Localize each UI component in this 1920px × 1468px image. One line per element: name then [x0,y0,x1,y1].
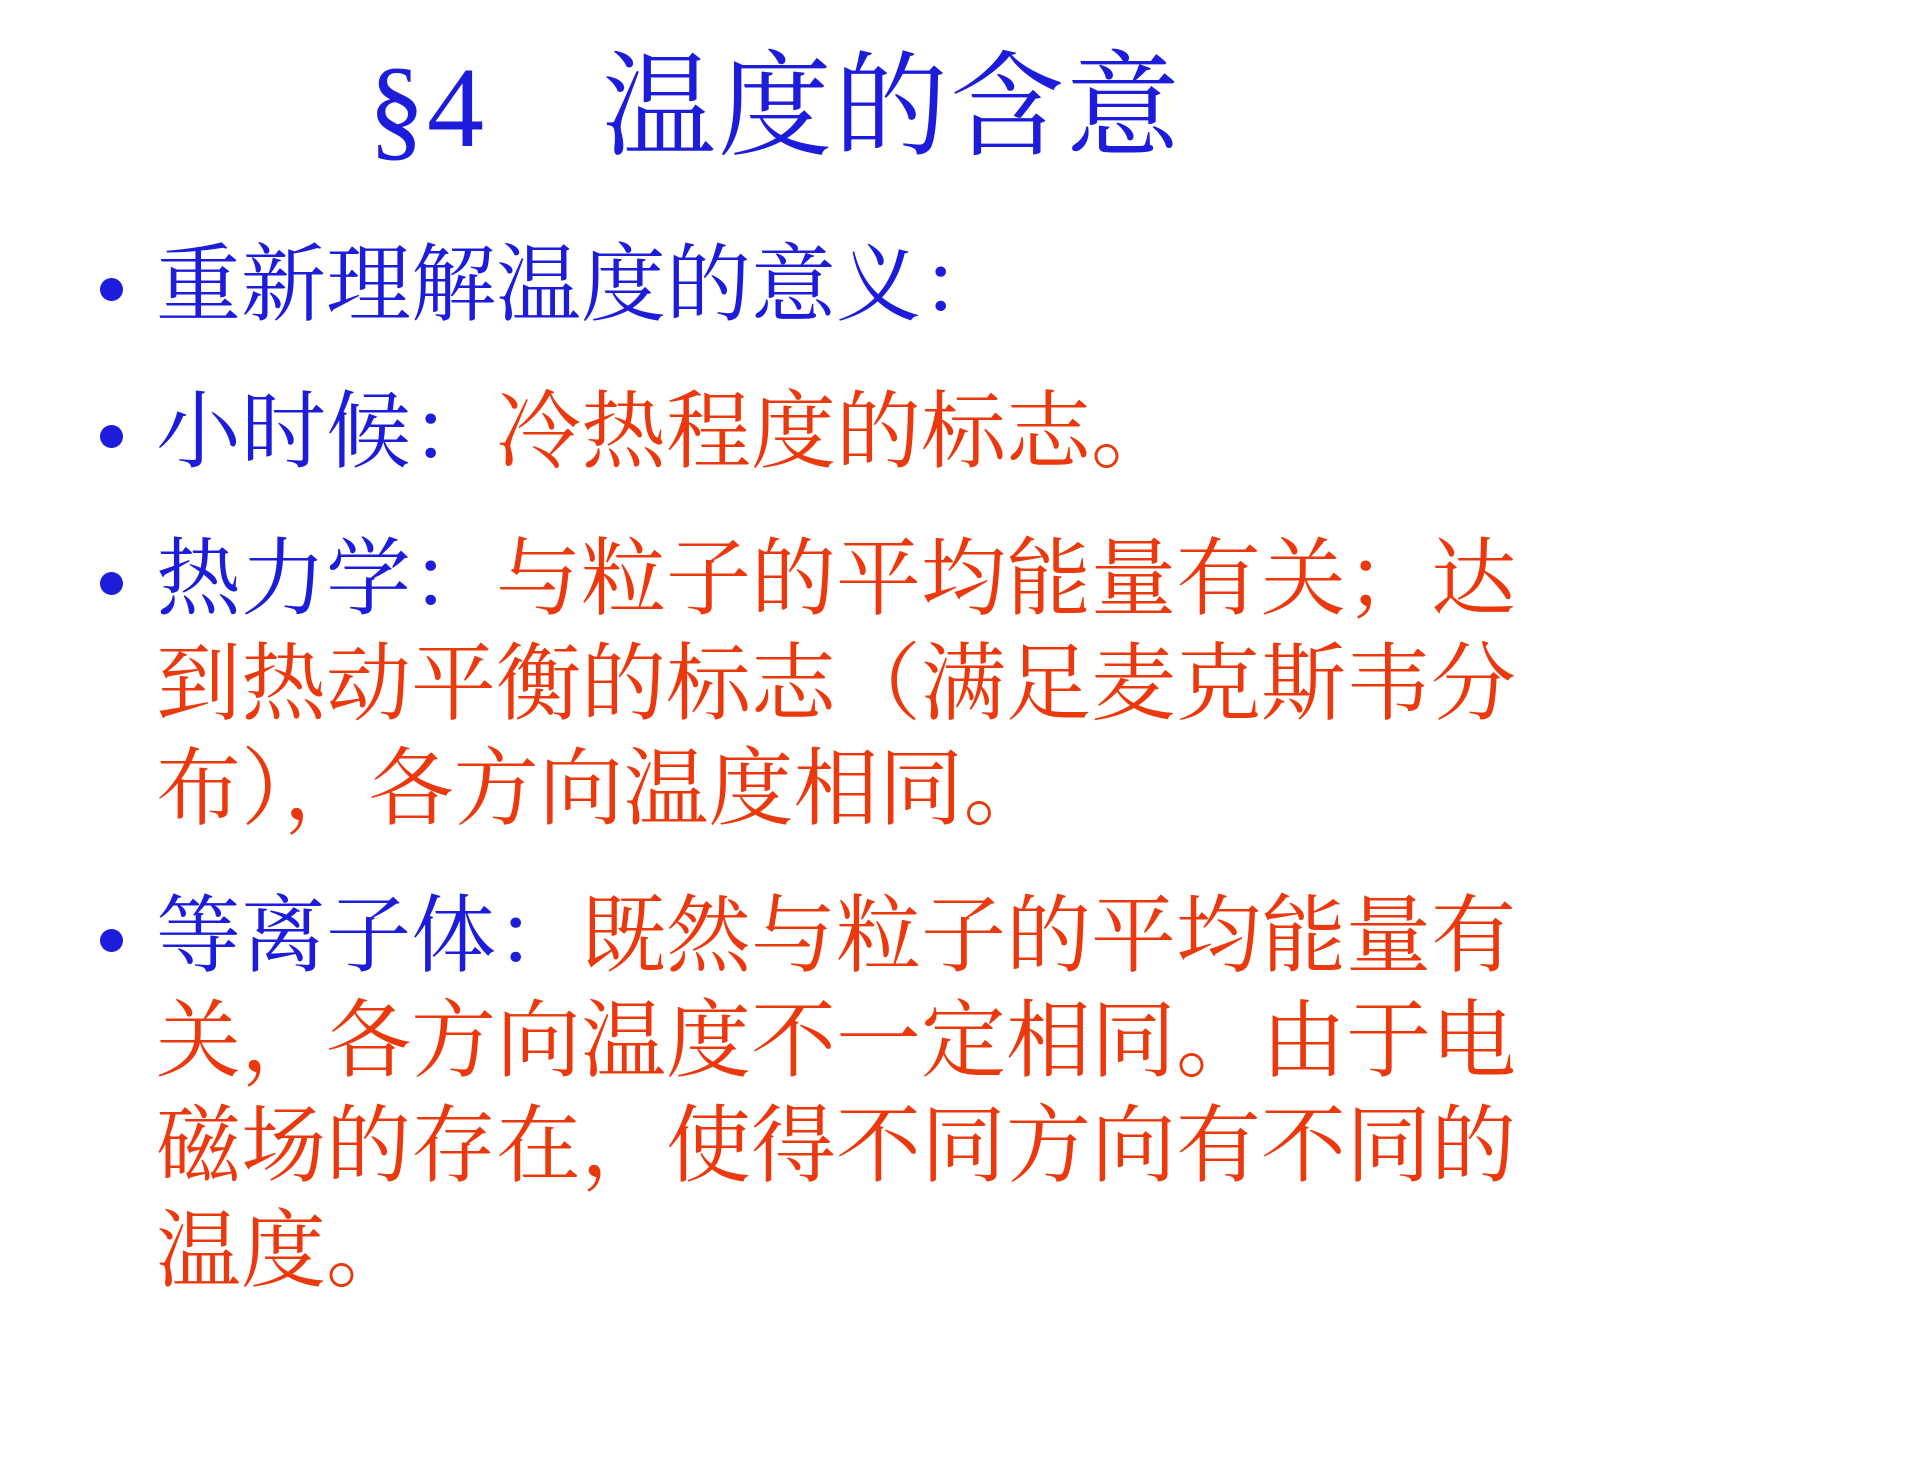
bullet-label: 小时候： [156,385,497,480]
bullet-body: 既然与粒子的平均能量有关，各方向温度不一定相同。由于电磁场的存在，使得不同方向有不同的温度。 [156,889,1517,1299]
bullet-body: 冷热程度的标志。 [496,385,1177,480]
bullet-dot-icon [100,528,156,595]
bullet-label: 重新理解温度的意义： [156,238,1007,333]
presentation-slide [0,28,1920,1468]
bullet-dot-icon [100,234,156,301]
bullet-body: 与粒子的平均能量有关；达到热动平衡的标志（满足麦克斯韦分布），各方向温度相同。 [156,532,1517,837]
slide-title: §4 温度的含意 [367,44,1182,171]
bullet-item-childhood [100,381,1920,486]
bullet-text [156,528,1554,843]
bullet-item-plasma [100,885,1920,1305]
bullet-text [156,234,1554,339]
bullet-dot-icon [100,381,156,448]
bullet-list [100,234,1920,1305]
bullet-label: 等离子体： [156,889,582,984]
bullet-text [156,381,1554,486]
bullet-label: 热力学： [156,532,497,627]
bullet-text [156,885,1554,1305]
bullet-item-thermodynamics [100,528,1920,843]
bullet-item-meaning [100,234,1920,339]
bullet-dot-icon [100,885,156,952]
